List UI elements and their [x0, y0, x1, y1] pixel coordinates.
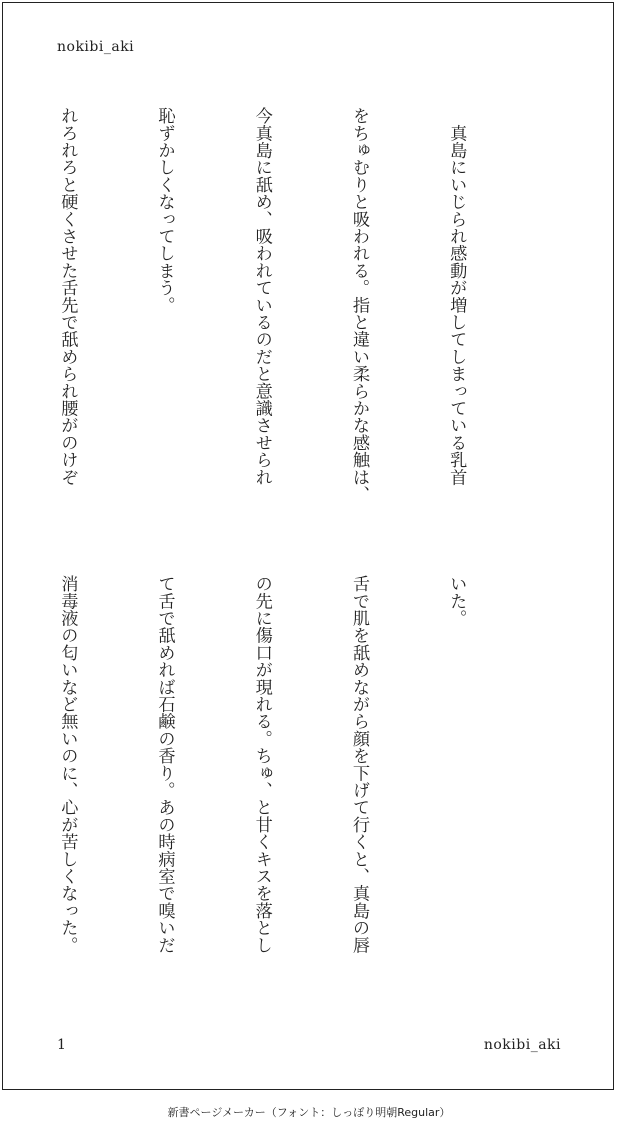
- footer-author: nokibi_aki: [483, 1037, 561, 1053]
- header-author: nokibi_aki: [57, 39, 135, 55]
- text-line: 舌で肌を舐めながら顔を下げて行くと、真島の唇: [348, 575, 369, 954]
- text-block-lower: [0, 575, 537, 995]
- text-line: の先に傷口が現れる。ちゅ、と甘くキスを落とし: [251, 575, 272, 954]
- book-page: [2, 2, 614, 1090]
- text-block-upper: [0, 107, 537, 527]
- text-line: て舌で舐めれば石鹸の香り。あの時病室で嗅いだ: [154, 575, 175, 954]
- text-line: 消毒液の匂いなど無いのに、心が苦しくなった。: [57, 575, 78, 954]
- text-line: 今真島に舐め、吸われているのだと意識させられ: [251, 107, 272, 486]
- page-number: 1: [57, 1037, 66, 1053]
- generator-caption: 新書ページメーカー（フォント：しっぽり明朝Regular）: [167, 1106, 451, 1119]
- text-line: 真島にいじられ感動が増してしまっている乳首: [446, 107, 467, 486]
- text-line: れろれろと硬くさせた舌先で舐められ腰がのけぞ: [57, 107, 78, 486]
- text-line: いた。: [446, 575, 467, 627]
- text-line: をちゅむりと吸われる。指と違い柔らかな感触は、: [348, 107, 369, 503]
- text-line: 恥ずかしくなってしまう。: [154, 107, 175, 314]
